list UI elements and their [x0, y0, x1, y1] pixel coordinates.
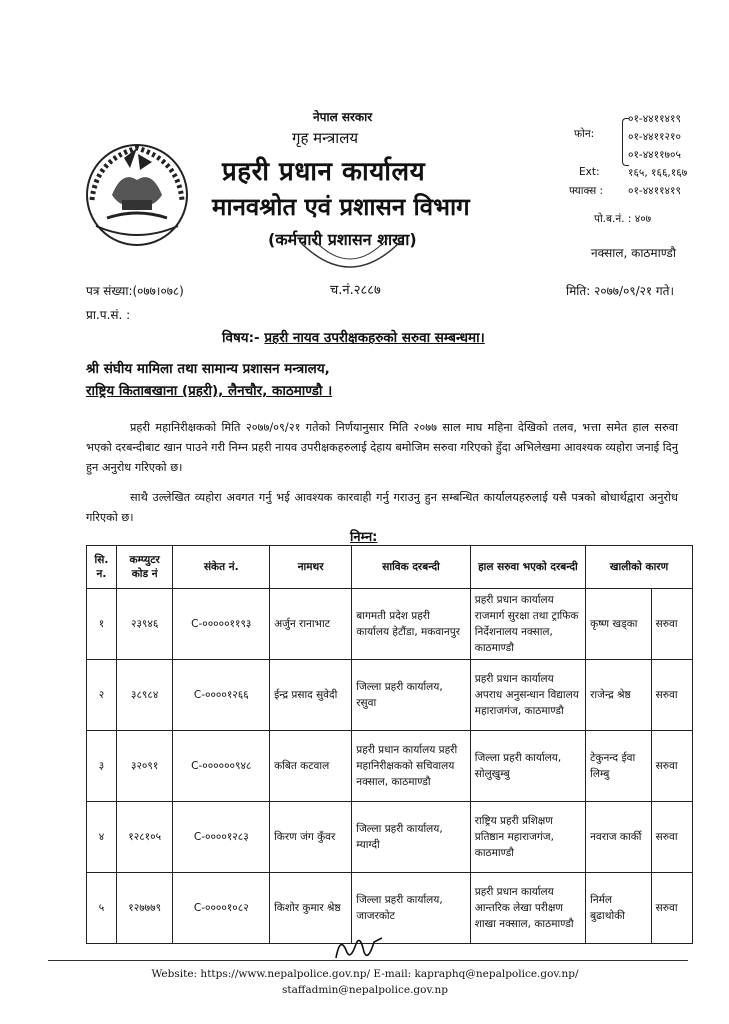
cell-name: कबित कटवाल [270, 731, 352, 802]
nepal-emblem-icon [82, 140, 192, 250]
cell-symbol: C-००००१०८२ [173, 873, 270, 944]
cell-code: १२८१०५ [116, 802, 173, 873]
table-header-row [87, 546, 693, 589]
footer-line-1: Website: https://www.nepalpolice.gov.np/ E-mail: kapraphq@nepalpolice.gov.np/ [151, 968, 579, 980]
office-name: प्रहरी प्रधान कार्यालय [222, 157, 426, 187]
received-number: प्रा.प.सं. : [86, 308, 131, 322]
cell-current-post: प्रहरी प्रधान कार्यालय आन्तरिक लेखा परीक्षण शाखा नक्साल, काठमाण्डौ [470, 873, 585, 944]
table-row [87, 660, 693, 731]
cell-symbol: C-००००१२६६ [173, 660, 270, 731]
cell-previous-post: जिल्ला प्रहरी कार्यालय, म्याग्दी [352, 802, 470, 873]
cell-serial: २ [87, 660, 117, 731]
cell-serial: ४ [87, 802, 117, 873]
cell-current-post: जिल्ला प्रहरी कार्यालय, सोलुखुम्बु [470, 731, 585, 802]
cell-vacant-by: निर्मल बुढाथोकी [586, 873, 652, 944]
table-row [87, 802, 693, 873]
cell-current-post: प्रहरी प्रधान कार्यालय अपराध अनुसन्धान विद्यालय महाराजगंज, काठमाण्डौ [470, 660, 585, 731]
cell-vacant-by: कृष्ण खड्का [586, 589, 652, 660]
cell-name: अर्जुन रानाभाट [270, 589, 352, 660]
cell-code: ३८९८४ [116, 660, 173, 731]
cell-serial: १ [87, 589, 117, 660]
list-heading: निम्न: [350, 530, 378, 545]
cell-reason: सरुवा [651, 873, 692, 944]
cell-symbol: C-०००००११९३ [173, 589, 270, 660]
footer-line-2: staffadmin@nepalpolice.gov.np [282, 984, 448, 996]
cell-code: २३९४६ [116, 589, 173, 660]
cell-code: ३२०९१ [116, 731, 173, 802]
cell-current-post: प्रहरी प्रधान कार्यालय राजमार्ग सुरक्षा तथा ट्राफिक निर्देशनालय नक्साल, काठमाण्डौ [470, 589, 585, 660]
cell-vacant-by: टेकुनन्द ईवा लिम्बु [586, 731, 652, 802]
cell-name: किरण जंग कुँवर [270, 802, 352, 873]
cell-reason: सरुवा [651, 589, 692, 660]
phone-label: फोन: [574, 128, 595, 140]
department-name: मानवश्रोत एवं प्रशासन विभाग [212, 193, 470, 221]
header-vacancy-reason: खालीको कारण [586, 546, 693, 589]
cell-reason: सरुवा [651, 660, 692, 731]
header-symbol-number: संकेत नं. [173, 546, 270, 589]
header-serial: सि. न. [87, 546, 117, 589]
ministry-name: गृह मन्त्रालय [292, 129, 359, 147]
fax-value: ०१-४४११४१९ [628, 185, 681, 197]
table-row [87, 731, 693, 802]
cell-serial: ५ [87, 873, 117, 944]
cell-vacant-by: राजेन्द्र श्रेष्ठ [586, 660, 652, 731]
cell-reason: सरुवा [651, 731, 692, 802]
addressee-line-2: राष्ट्रिय किताबखाना (प्रहरी), लैनचौर, काठमाण्डौ । [86, 383, 333, 399]
transfer-table [86, 545, 693, 944]
cell-symbol: C-००००१२८३ [173, 802, 270, 873]
ext-label: Ext: [579, 166, 600, 178]
cell-previous-post: जिल्ला प्रहरी कार्यालय, रसुवा [352, 660, 470, 731]
cell-name: किशोर कुमार श्रेष्ठ [270, 873, 352, 944]
body-paragraph-1: प्रहरी महानिरीक्षकको मिति २०७७/०९/२१ गतेको निर्णयानुसार मिति २०७७ साल माघ महिना देखिको तलव, भत्ता समेत हाल सरुवा भएको दरबन्दीबाट खान पाउने गरी निम्न प्रहरी नायव उपरीक्षकहरुलाई देहाय बमोजिम सरुवा गरिएको हुँदा अभिलेखमा आवश्यक व्यहोरा जनाई दिनु हुन अनुरोध गरिएको छ। [86, 421, 678, 474]
cell-serial: ३ [87, 731, 117, 802]
subject-text: प्रहरी नायव उपरीक्षकहरुको सरुवा सम्बन्धमा। [264, 330, 485, 346]
phone-number-2: ०१-४४११२१० [628, 131, 681, 143]
office-address: नक्साल, काठमाण्डौ [591, 246, 676, 260]
cell-previous-post: बागमती प्रदेश प्रहरी कार्यालय हेटौंडा, मकवानपुर [352, 589, 470, 660]
body-paragraph-2: साथै उल्लेखित व्यहोरा अवगत गर्नु भई आवश्यक कारवाही गर्नु गराउनु हुन सम्बन्धित कार्यालयहरुलाई यसै पत्रको बोधार्थद्वारा अनुरोध गरिएको छ। [86, 491, 678, 524]
handwritten-signature [330, 928, 390, 968]
fax-label: फ्याक्स : [569, 185, 604, 197]
cell-current-post: राष्ट्रिय प्रहरी प्रशिक्षण प्रतिष्ठान महाराजगंज, काठमाण्डौ [470, 802, 585, 873]
cell-previous-post: प्रहरी प्रधान कार्यालय प्रहरी महानिरीक्षकको सचिवालय नक्साल, काठमाण्डौ [352, 731, 470, 802]
cell-vacant-by: नवराज कार्की [586, 802, 652, 873]
footer-divider [48, 960, 688, 961]
cell-name: ईन्द्र प्रसाद सुवेदी [270, 660, 352, 731]
header-previous-post: साविक दरबन्दी [352, 546, 470, 589]
po-box: पो.ब.नं. : ४०७ [594, 213, 652, 225]
reference-number: पत्र संख्या:(०७७।०७८) [86, 284, 184, 298]
dispatch-number: च.नं.२८८७ [330, 283, 381, 298]
subject-label: विषय:- [222, 330, 260, 346]
cell-previous-post: जिल्ला प्रहरी कार्यालय, जाजरकोट [352, 873, 470, 944]
phone-number-1: ०१-४४११४१९ [628, 113, 681, 125]
header-computer-code: कम्प्युटर कोड नं [116, 546, 173, 589]
header-current-post: हाल सरुवा भएको दरबन्दी [470, 546, 585, 589]
government-name: नेपाल सरकार [313, 110, 373, 124]
addressee-line-1: श्री संघीय मामिला तथा सामान्य प्रशासन मन्त्रालय, [86, 361, 330, 377]
table-row [87, 589, 693, 660]
addressee-block [86, 358, 332, 402]
footer [150, 966, 580, 998]
branch-name: (कर्मचारी प्रशासन शाखा) [268, 230, 417, 249]
letter-date: मिति: २०७७/०९/२१ गते। [566, 284, 675, 298]
phone-number-3: ०१-४४११७०५ [628, 149, 681, 161]
header-name: नामथर [270, 546, 352, 589]
ext-value: १६५, १६६,१६७ [628, 167, 688, 179]
cell-symbol: C-००००००९४८ [173, 731, 270, 802]
cell-reason: सरुवा [651, 802, 692, 873]
subject-line [222, 328, 485, 346]
cell-code: १२७७७९ [116, 873, 173, 944]
